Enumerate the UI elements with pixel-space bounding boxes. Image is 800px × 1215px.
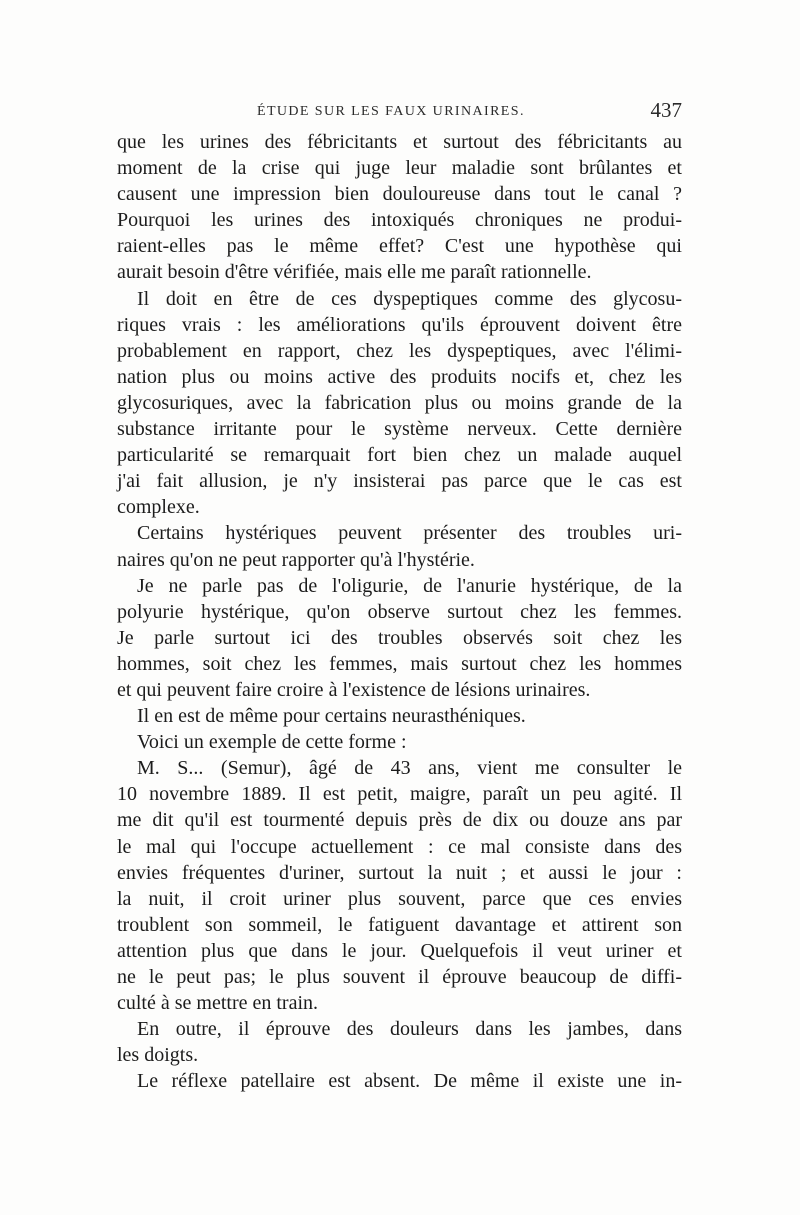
text-line: Le réflexe patellaire est absent. De même il existe une in- — [137, 1070, 682, 1093]
text-line: riques vrais : les améliorations qu'ils éprouvent doivent être — [117, 313, 682, 336]
text-line: Voici un exemple de cette forme : — [137, 731, 407, 754]
text-line: aurait besoin d'être vérifiée, mais elle me paraît rationnelle. — [117, 261, 592, 284]
text-line: polyurie hystérique, qu'on observe surtout chez les femmes. — [117, 600, 682, 623]
text-line: moment de la crise qui juge leur maladie sont brûlantes et — [117, 157, 682, 180]
text-line: hommes, soit chez les femmes, mais surtout chez les hommes — [117, 652, 682, 675]
text-line: glycosuriques, avec la fabrication plus ou moins grande de la — [117, 391, 682, 414]
text-line: naires qu'on ne peut rapporter qu'à l'hystérie. — [117, 548, 475, 571]
text-line: Il doit en être de ces dyspeptiques comme des glycosu- — [137, 287, 682, 310]
body-text — [117, 129, 682, 1094]
text-line: Je parle surtout ici des troubles observés soit chez les — [117, 626, 682, 649]
text-line: Certains hystériques peuvent présenter des troubles uri- — [137, 522, 682, 545]
text-line: 10 novembre 1889. Il est petit, maigre, paraît un peu agité. Il — [117, 783, 682, 806]
page-number: 437 — [650, 98, 682, 122]
text-line: nation plus ou moins active des produits nocifs et, chez les — [117, 365, 682, 388]
text-line: complexe. — [117, 496, 200, 519]
text-line: M. S... (Semur), âgé de 43 ans, vient me consulter le — [137, 757, 682, 780]
text-line: ne le peut pas; le plus souvent il éprouve beaucoup de diffi- — [117, 966, 682, 988]
text-line: causent une impression bien douloureuse dans tout le canal ? — [117, 183, 682, 206]
running-title: ÉTUDE SUR LES FAUX URINAIRES. — [257, 104, 525, 119]
text-line: me dit qu'il est tourmenté depuis près de dix ou douze ans par — [117, 809, 682, 832]
text-line: Je ne parle pas de l'oligurie, de l'anurie hystérique, de la — [137, 574, 682, 597]
text-line: Pourquoi les urines des intoxiqués chroniques ne produi- — [117, 209, 682, 232]
text-line: particularité se remarquait fort bien chez un malade auquel — [117, 444, 682, 467]
text-line: que les urines des fébricitants et surtout des fébricitants au — [117, 131, 682, 153]
text-line: j'ai fait allusion, je n'y insisterai pas parce que le cas est — [117, 470, 682, 493]
text-line: le mal qui l'occupe actuellement : ce mal consiste dans des — [117, 835, 682, 858]
text-line: substance irritante pour le système nerveux. Cette dernière — [117, 418, 682, 441]
text-line: la nuit, il croit uriner plus souvent, parce que ces envies — [117, 887, 682, 910]
text-line: troublent son sommeil, le fatiguent davantage et attirent son — [117, 913, 682, 936]
text-line: envies fréquentes d'uriner, surtout la nuit ; et aussi le jour : — [117, 861, 682, 884]
text-line: les doigts. — [117, 1044, 199, 1067]
text-line: culté à se mettre en train. — [117, 992, 319, 1015]
text-line: En outre, il éprouve des douleurs dans les jambes, dans — [137, 1018, 682, 1041]
running-head — [117, 98, 682, 126]
text-line: attention plus que dans le jour. Quelquefois il veut uriner et — [117, 939, 682, 962]
text-line: Il en est de même pour certains neurasthéniques. — [137, 705, 526, 728]
text-line: probablement en rapport, chez les dyspeptiques, avec l'élimi- — [117, 339, 682, 362]
text-line: raient-elles pas le même effet? C'est une hypothèse qui — [117, 235, 682, 258]
text-line: et qui peuvent faire croire à l'existence de lésions urinaires. — [117, 678, 591, 701]
